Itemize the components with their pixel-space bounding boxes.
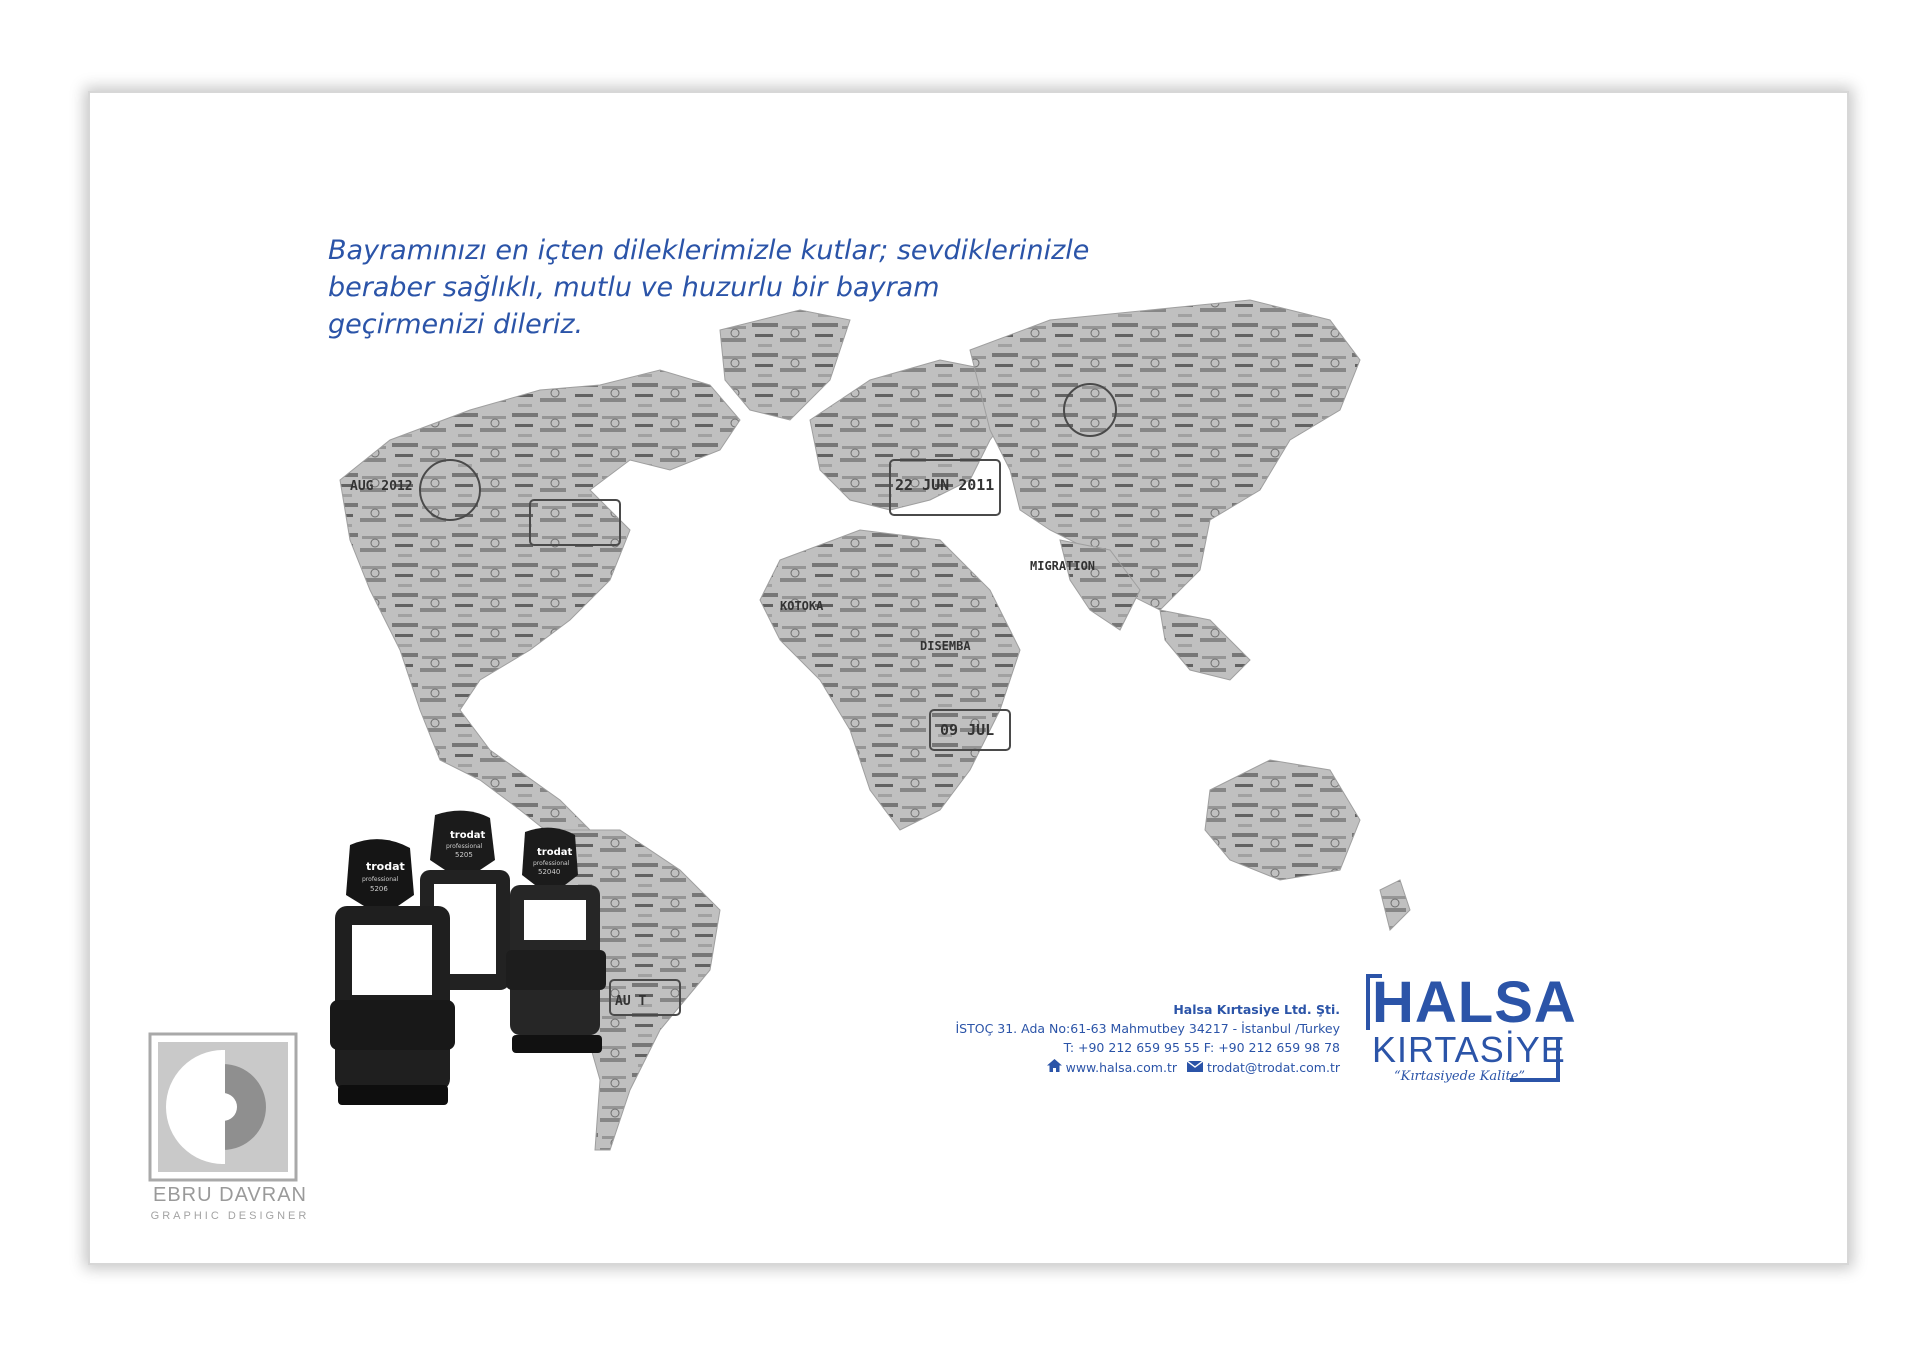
greeting-line-3: geçirmenizi dileriz. [328, 309, 584, 340]
designer-logo [148, 1032, 298, 1182]
web-email-line [940, 1057, 1340, 1077]
stamp-product-52040 [506, 828, 606, 1053]
email-link[interactable]: trodat@trodat.com.tr [1206, 1060, 1340, 1075]
stamp-model-label: 52040 [538, 868, 561, 876]
greeting-line-1: Bayramınızı en içten dileklerimizle kutlar; sevdiklerinizle [328, 235, 1090, 266]
envelope-icon [1187, 1058, 1203, 1077]
stamp-brand-label: trodat [366, 860, 405, 873]
stamp-text: KOTOKA [780, 599, 824, 613]
designer-name: EBRU DAVRAN [153, 1184, 307, 1206]
stamp-model-label: 5205 [455, 851, 473, 859]
stamp-brand-label: trodat [537, 847, 573, 858]
stamp-line-label: professional [533, 860, 570, 867]
stamp-model-label: 5206 [370, 885, 388, 893]
website-link[interactable]: www.halsa.com.tr [1065, 1060, 1178, 1075]
contact-block [940, 1000, 1340, 1077]
trodat-stamps-photo [330, 810, 630, 1110]
stamp-text: 22 JUN 2011 [895, 476, 995, 494]
stamp-text: 09 JUL [940, 721, 995, 739]
stamp-text: MIGRATION [1030, 559, 1096, 573]
halsa-logo [1360, 968, 1577, 1088]
brand-tagline: “Kırtasiyede Kalite” [1394, 1069, 1526, 1084]
stamp-line-label: professional [446, 843, 483, 850]
stamp-text: AUG 2012 [350, 479, 413, 494]
greeting-line-2: beraber sağlıklı, mutlu ve huzurlu bir bayram [328, 272, 940, 303]
company-name: Halsa Kırtasiye Ltd. Şti. [1173, 1002, 1340, 1017]
brand-subtitle: KIRTASİYE [1372, 1029, 1566, 1070]
designer-title: GRAPHIC DESIGNER [150, 1210, 310, 1222]
stamp-text: AU T [615, 994, 647, 1009]
stamp-brand-label: trodat [450, 830, 486, 841]
brand-name: HALSA [1372, 970, 1577, 1035]
stamp-line-label: professional [362, 876, 399, 883]
company-phone: T: +90 212 659 95 55 F: +90 212 659 98 78 [1063, 1040, 1340, 1055]
home-icon [1047, 1058, 1062, 1077]
company-address: İSTOÇ 31. Ada No:61-63 Mahmutbey 34217 - İstanbul /Turkey [955, 1021, 1340, 1036]
stamp-text: DISEMBA [920, 639, 971, 653]
